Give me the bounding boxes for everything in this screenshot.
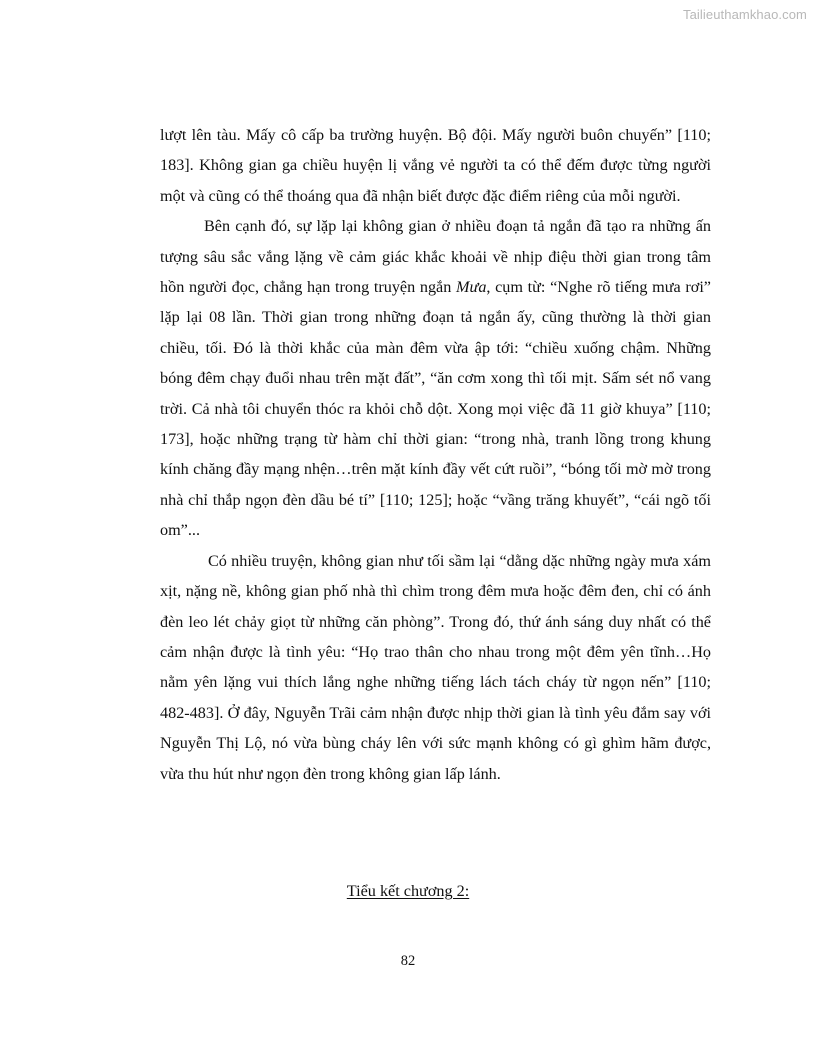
paragraph-2 — [160, 211, 711, 545]
paragraph-1-text: lượt lên tàu. Mấy cô cấp ba trường huyện. Bộ đội. Mấy người buôn chuyến” [110; 183]. Không gian ga chiều huyện lị vắng vẻ người ta có thể đếm được từng người một và cũng có thể thoáng qua đã nhận biết được đặc điểm riêng của mỗi người. — [160, 126, 711, 205]
paragraph-3-text: Có nhiều truyện, không gian như tối sầm lại “dằng dặc những ngày mưa xám xịt, nặng nề, không gian phố nhà thì chìm trong đêm mưa hoặc đêm đen, chỉ có ánh đèn leo lét chảy giọt từ những căn phòng”. Trong đó, thứ ánh sáng duy nhất có thể cảm nhận được là tình yêu: “Họ trao thân cho nhau trong một đêm yên tĩnh…Họ nằm yên lặng vui thích lắng nghe những tiếng lách tách cháy từ ngọn nến” [110; 482-483]. Ở đây, Nguyễn Trãi cảm nhận được nhịp thời gian là tình yêu đắm say với Nguyễn Thị Lộ, nó vừa bùng cháy lên với sức mạnh không có gì ghìm hãm được, vừa thu hút như ngọn đèn trong không gian lấp lánh. — [160, 551, 711, 783]
paragraph-2-text-start: Bên cạnh đó, sự lặp lại không gian ở nhiều đoạn tả ngắn đã tạo ra những ấn tượng sâu sắc vắng lặng về cảm giác khắc khoải về nhịp điệu thời gian trong tâm hồn người đọc, chẳng hạn trong truyện ngắn — [160, 217, 711, 297]
watermark-text: Tailieuthamkhao.com — [682, 7, 807, 22]
section-heading-text: Tiểu kết chương 2: — [346, 882, 470, 900]
section-heading — [0, 879, 816, 903]
story-title-italic: Mưa — [456, 278, 487, 297]
paragraph-1 — [160, 120, 711, 211]
document-body — [160, 120, 711, 789]
page-number: 82 — [400, 953, 416, 969]
paragraph-2-text-end: , cụm từ: “Nghe rõ tiếng mưa rơi” lặp lại 08 lần. Thời gian trong những đoạn tả ngắn ấy, cũng thường là thời gian chiều, tối. Đó là thời khắc của màn đêm vừa ập tới: “chiều xuống chậm. Những bóng đêm chạy đuổi nhau trên mặt đất”, “ăn cơm xong thì tối mịt. Sấm sét nổ vang trời. Cả nhà tôi chuyển thóc ra khỏi chỗ dột. Xong mọi việc đã 11 giờ khuya” [110; 173], hoặc những trạng từ hàm chỉ thời gian: “trong nhà, tranh lồng trong khung kính chăng đầy mạng nhện…trên mặt kính đầy vết cứt ruồi”, “bóng tối mờ mờ trong nhà chỉ thắp ngọn đèn dầu bé tí” [110; 125]; hoặc “vầng trăng khuyết”, “cái ngõ tối om”... — [160, 278, 711, 540]
paragraph-3 — [160, 546, 711, 789]
